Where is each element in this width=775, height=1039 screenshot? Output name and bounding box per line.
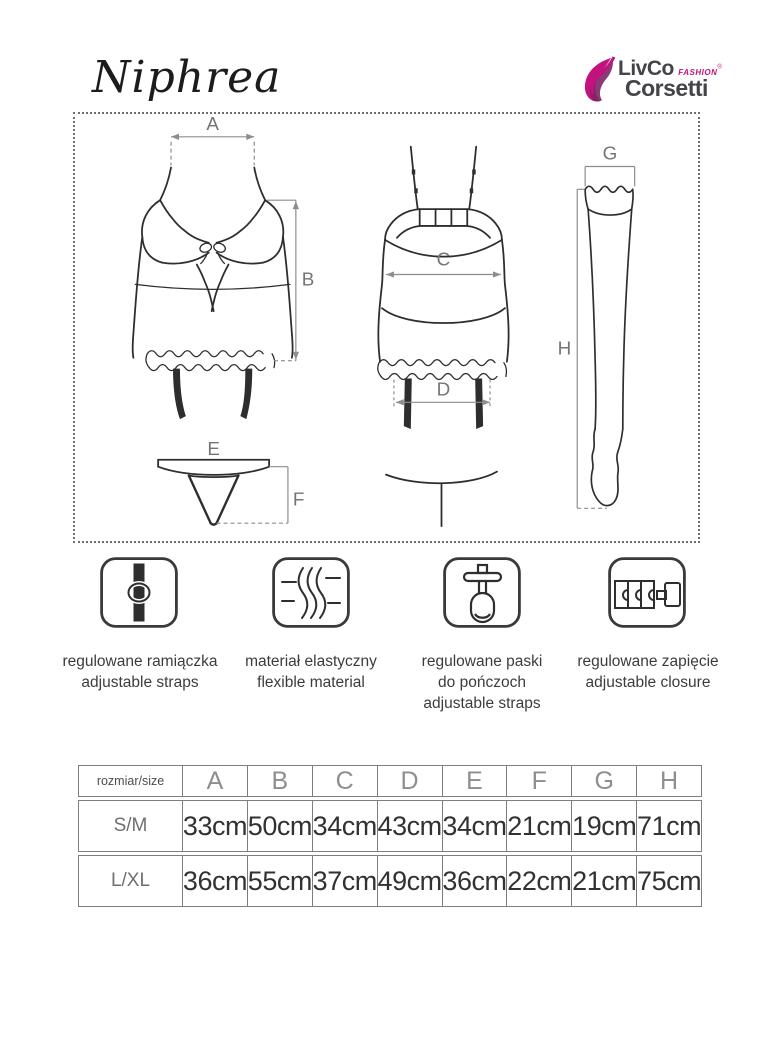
- caption-line: do pończoch: [438, 674, 526, 691]
- size-value: 43cm: [377, 801, 442, 851]
- caption-line: materiał elastyczny: [245, 653, 377, 670]
- size-value: 22cm: [506, 856, 571, 906]
- dim-label-e: E: [207, 437, 220, 459]
- column-header-f: F: [506, 766, 571, 796]
- caption-line: adjustable closure: [585, 674, 711, 691]
- stocking-drawing: [585, 186, 633, 505]
- thong-back-drawing: [386, 472, 497, 526]
- size-value: 37cm: [312, 856, 377, 906]
- page-title: Niphrea: [92, 52, 282, 103]
- dimension-arrowheads: [171, 134, 501, 406]
- garter-strap-back-right: [475, 379, 483, 430]
- table-row-sm: [78, 800, 702, 852]
- size-value: 36cm: [182, 856, 247, 906]
- caption-line: flexible material: [257, 674, 365, 691]
- dimension-lines: [171, 137, 635, 523]
- brand-logo: [580, 56, 730, 106]
- registered-mark: ®: [717, 64, 722, 71]
- table-row-lxl: [78, 855, 702, 907]
- brand-swirl-icon: [580, 56, 616, 104]
- dim-label-d: D: [436, 378, 451, 400]
- adjustable-closure-icon: [608, 557, 686, 628]
- size-value: 50cm: [247, 801, 312, 851]
- feature-adjustable-closure: [608, 557, 686, 628]
- caption-line: adjustable straps: [423, 695, 541, 712]
- size-value: 21cm: [571, 856, 636, 906]
- column-header-g: G: [571, 766, 636, 796]
- garter-strap-front-left: [173, 369, 186, 420]
- size-value: 75cm: [636, 856, 701, 906]
- size-table: [78, 765, 702, 910]
- front-view-drawing: [133, 167, 293, 524]
- column-header-h: H: [636, 766, 701, 796]
- size-value: 34cm: [442, 801, 507, 851]
- caption-line: regulowane paski: [421, 653, 543, 670]
- dim-label-a: A: [206, 114, 219, 134]
- column-header-d: D: [377, 766, 442, 796]
- garter-strap-front-right: [240, 369, 252, 420]
- size-value: 49cm: [377, 856, 442, 906]
- size-value: 33cm: [182, 801, 247, 851]
- brand-name-bottom: Corsetti: [625, 75, 708, 101]
- panties-drawing: [158, 460, 269, 525]
- bow-detail: [199, 242, 227, 264]
- garter-straps-icon: [443, 557, 521, 628]
- feature-adjustable-straps: [100, 557, 178, 628]
- dim-label-b: B: [301, 268, 315, 290]
- column-header-c: C: [312, 766, 377, 796]
- caption-line: adjustable straps: [81, 674, 199, 691]
- feature-caption-adjustable-straps: [45, 651, 235, 693]
- caption-line: regulowane ramiączka: [62, 653, 218, 670]
- measurement-diagram-box: [73, 112, 700, 543]
- column-header-b: B: [247, 766, 312, 796]
- dim-label-g: G: [602, 142, 618, 164]
- column-header-e: E: [442, 766, 507, 796]
- garter-strap-back-left: [404, 379, 412, 430]
- row-label: S/M: [113, 815, 148, 836]
- fur-trim-back: [378, 360, 507, 380]
- size-table-corner-label: rozmiar/size: [96, 774, 165, 788]
- dim-label-c: C: [436, 248, 451, 270]
- size-table-header-row: [78, 765, 702, 797]
- flexible-material-icon: [272, 557, 350, 628]
- size-value: 36cm: [442, 856, 507, 906]
- size-value: 71cm: [636, 801, 701, 851]
- dim-label-f: F: [292, 488, 305, 510]
- fur-trim-front: [146, 351, 275, 371]
- brand-name-top: LivCo: [618, 57, 674, 80]
- brand-fashion-label: FASHION: [678, 68, 718, 77]
- feature-garter-straps: [443, 557, 521, 628]
- size-value: 21cm: [506, 801, 571, 851]
- feature-caption-adjustable-closure: [553, 651, 743, 693]
- brand-logo-text: [618, 58, 722, 100]
- column-header-a: A: [182, 766, 247, 796]
- strap-adjusters: [412, 169, 476, 193]
- dim-label-h: H: [557, 337, 572, 359]
- caption-line: regulowane zapięcie: [577, 653, 719, 670]
- feature-caption-garter-straps: [387, 651, 577, 714]
- back-view-drawing: [378, 147, 509, 526]
- garment-diagram: [75, 114, 700, 541]
- size-value: 34cm: [312, 801, 377, 851]
- size-value: 55cm: [247, 856, 312, 906]
- size-value: 19cm: [571, 801, 636, 851]
- feature-caption-flexible-material: [216, 651, 406, 693]
- feature-flexible-material: [272, 557, 350, 628]
- row-label: L/XL: [110, 870, 151, 891]
- adjustable-straps-icon: [100, 557, 178, 628]
